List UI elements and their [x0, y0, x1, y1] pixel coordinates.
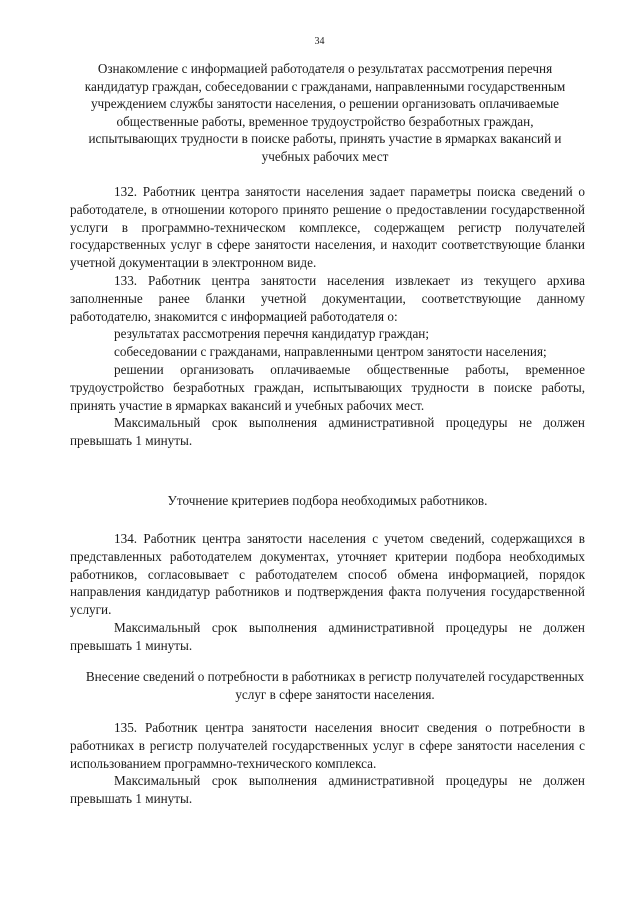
list-item-results: результатах рассмотрения перечня кандидатур граждан; — [114, 326, 430, 342]
section-heading-criteria: Уточнение критериев подбора необходимых работников. — [167, 493, 488, 508]
section-heading-register: Внесение сведений о потребности в работниках в регистр получателей государственных услуг в сфере занятости населения. — [85, 669, 585, 702]
max-time-note: Максимальный срок выполнения административной процедуры не должен превышать 1 минуты. — [70, 773, 585, 807]
section-body-register — [70, 719, 585, 808]
paragraph-135: 135. Работник центра занятости населения вносит сведения о потребности в работниках в регистр получателей государственных услуг в сфере занятости населения с использованием программно-технического комплекса. — [70, 720, 585, 771]
section-heading-acquaintance: Ознакомление с информацией работодателя о результатах рассмотрения перечня кандидатур граждан, собеседовании с гражданами, направленными государственным учреждением службы занятости населения, о решении организовать оплачиваемые общественные работы, временное трудоустройство безработных граждан, испытывающих трудности в поиске работы, принять участие в ярмарках вакансий и учебных рабочих мест — [84, 61, 566, 164]
max-time-note: Максимальный срок выполнения административной процедуры не должен превышать 1 минуты. — [70, 619, 585, 653]
max-time-note: Максимальный срок выполнения административной процедуры не должен превышать 1 минуты. — [70, 415, 585, 449]
list-item-decision: решении организовать оплачиваемые общественные работы, временное трудоустройство безработных граждан, испытывающих трудности в поиске работы, принять участие в ярмарках вакансий и учебных рабочих мест. — [70, 361, 585, 413]
section-body-acquaintance — [70, 183, 585, 450]
paragraph-134: 134. Работник центра занятости населения с учетом сведений, содержащихся в представленных работодателем документах, уточняет критерии подбора необходимых работников, согласовывает с работодателем способ обмена информацией, порядок направления кандидатур работников и подтверждения факта получения государственной услуги. — [70, 531, 585, 618]
paragraph-132: 132. Работник центра занятости населения задает параметры поиска сведений о работодателе, в отношении которого принято решение о предоставлении государственной услуги в программно-техническом комплексе, содержащем регистр получателей государственных услуг в сфере занятости населения, и находит соответствующие бланки учетной документации в электронном виде. — [70, 184, 585, 271]
paragraph-133: 133. Работник центра занятости населения извлекает из текущего архива заполненные ранее бланки учетной документации, соответствующие данному работодателю, знакомится с информацией работодателя о: — [70, 272, 585, 324]
page-number: 34 — [314, 36, 325, 47]
list-item-interview: собеседовании с гражданами, направленными центром занятости населения; — [114, 344, 547, 360]
section-body-criteria — [70, 530, 585, 655]
